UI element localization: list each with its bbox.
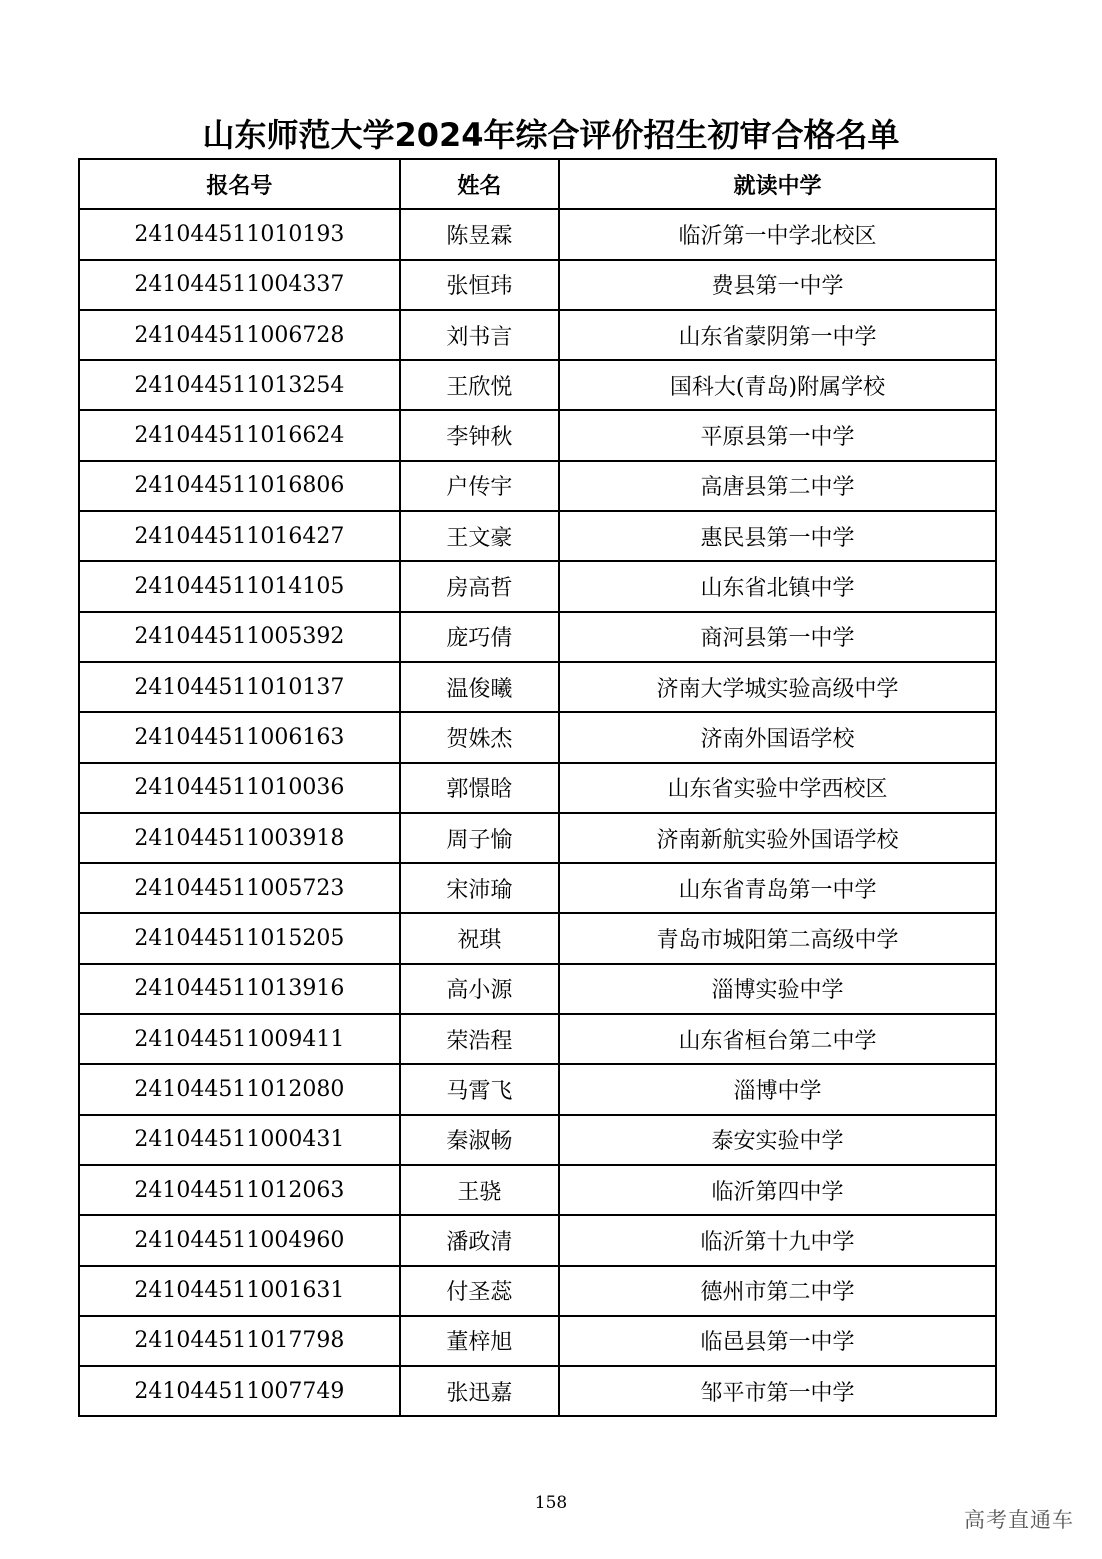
- table-row: [79, 712, 996, 762]
- cell-registration-number: 241044511014105: [79, 561, 400, 611]
- cell-registration-number: 241044511010036: [79, 763, 400, 813]
- cell-school: 商河县第一中学: [559, 612, 996, 662]
- cell-school: 淄博中学: [559, 1064, 996, 1114]
- cell-school: 临沂第十九中学: [559, 1215, 996, 1265]
- table-row: [79, 813, 996, 863]
- table-row: [79, 360, 996, 410]
- header-registration-number: 报名号: [79, 159, 400, 209]
- table-header-row: [79, 159, 996, 209]
- cell-school: 临沂第一中学北校区: [559, 209, 996, 259]
- header-name: 姓名: [400, 159, 559, 209]
- cell-school: 邹平市第一中学: [559, 1366, 996, 1416]
- cell-registration-number: 241044511009411: [79, 1014, 400, 1064]
- cell-name: 张恒玮: [400, 260, 559, 310]
- table-row: [79, 964, 996, 1014]
- cell-school: 国科大(青岛)附属学校: [559, 360, 996, 410]
- watermark: 高考直通车: [964, 1508, 1074, 1532]
- table-row: [79, 612, 996, 662]
- cell-name: 刘书言: [400, 310, 559, 360]
- table-row: [79, 260, 996, 310]
- cell-registration-number: 241044511007749: [79, 1366, 400, 1416]
- cell-registration-number: 241044511016427: [79, 511, 400, 561]
- cell-registration-number: 241044511005392: [79, 612, 400, 662]
- cell-school: 青岛市城阳第二高级中学: [559, 913, 996, 963]
- cell-name: 宋沛瑜: [400, 863, 559, 913]
- table-row: [79, 461, 996, 511]
- cell-registration-number: 241044511003918: [79, 813, 400, 863]
- cell-school: 临邑县第一中学: [559, 1316, 996, 1366]
- cell-name: 张迅嘉: [400, 1366, 559, 1416]
- cell-registration-number: 241044511006728: [79, 310, 400, 360]
- table-row: [79, 410, 996, 460]
- cell-name: 马霄飞: [400, 1064, 559, 1114]
- table-row: [79, 662, 996, 712]
- page-title: 山东师范大学2024年综合评价招生初审合格名单: [202, 116, 900, 154]
- cell-name: 王欣悦: [400, 360, 559, 410]
- table-row: [79, 511, 996, 561]
- cell-name: 李钟秋: [400, 410, 559, 460]
- cell-name: 高小源: [400, 964, 559, 1014]
- table-body: [79, 209, 996, 1416]
- roster-table: [78, 158, 997, 1417]
- cell-registration-number: 241044511010137: [79, 662, 400, 712]
- cell-school: 泰安实验中学: [559, 1115, 996, 1165]
- cell-name: 付圣蕊: [400, 1266, 559, 1316]
- cell-name: 董梓旭: [400, 1316, 559, 1366]
- cell-name: 贺姝杰: [400, 712, 559, 762]
- page-number: 158: [534, 1493, 568, 1513]
- cell-registration-number: 241044511010193: [79, 209, 400, 259]
- cell-school: 济南外国语学校: [559, 712, 996, 762]
- cell-registration-number: 241044511015205: [79, 913, 400, 963]
- table-row: [79, 1014, 996, 1064]
- cell-school: 惠民县第一中学: [559, 511, 996, 561]
- table-row: [79, 1215, 996, 1265]
- cell-registration-number: 241044511017798: [79, 1316, 400, 1366]
- cell-school: 淄博实验中学: [559, 964, 996, 1014]
- cell-school: 临沂第四中学: [559, 1165, 996, 1215]
- cell-school: 山东省青岛第一中学: [559, 863, 996, 913]
- cell-school: 济南大学城实验高级中学: [559, 662, 996, 712]
- cell-name: 潘政清: [400, 1215, 559, 1265]
- cell-registration-number: 241044511016624: [79, 410, 400, 460]
- table-row: [79, 1366, 996, 1416]
- cell-school: 山东省蒙阴第一中学: [559, 310, 996, 360]
- table-row: [79, 1266, 996, 1316]
- table-row: [79, 1064, 996, 1114]
- header-school: 就读中学: [559, 159, 996, 209]
- cell-school: 德州市第二中学: [559, 1266, 996, 1316]
- cell-school: 山东省实验中学西校区: [559, 763, 996, 813]
- table-row: [79, 763, 996, 813]
- cell-name: 荣浩程: [400, 1014, 559, 1064]
- table-row: [79, 1165, 996, 1215]
- cell-name: 郭憬晗: [400, 763, 559, 813]
- cell-school: 山东省北镇中学: [559, 561, 996, 611]
- cell-school: 山东省桓台第二中学: [559, 1014, 996, 1064]
- cell-registration-number: 241044511013916: [79, 964, 400, 1014]
- cell-name: 温俊曦: [400, 662, 559, 712]
- table-row: [79, 310, 996, 360]
- cell-registration-number: 241044511001631: [79, 1266, 400, 1316]
- cell-registration-number: 241044511012080: [79, 1064, 400, 1114]
- cell-registration-number: 241044511016806: [79, 461, 400, 511]
- cell-registration-number: 241044511013254: [79, 360, 400, 410]
- cell-name: 房高哲: [400, 561, 559, 611]
- cell-name: 王骁: [400, 1165, 559, 1215]
- cell-name: 周子愉: [400, 813, 559, 863]
- cell-registration-number: 241044511012063: [79, 1165, 400, 1215]
- table-row: [79, 1316, 996, 1366]
- cell-name: 庞巧倩: [400, 612, 559, 662]
- cell-registration-number: 241044511006163: [79, 712, 400, 762]
- cell-school: 平原县第一中学: [559, 410, 996, 460]
- cell-registration-number: 241044511005723: [79, 863, 400, 913]
- cell-school: 高唐县第二中学: [559, 461, 996, 511]
- table-row: [79, 209, 996, 259]
- cell-name: 祝琪: [400, 913, 559, 963]
- table-row: [79, 863, 996, 913]
- table-row: [79, 913, 996, 963]
- cell-registration-number: 241044511004337: [79, 260, 400, 310]
- cell-name: 陈昱霖: [400, 209, 559, 259]
- cell-school: 费县第一中学: [559, 260, 996, 310]
- cell-name: 王文豪: [400, 511, 559, 561]
- cell-name: 秦淑畅: [400, 1115, 559, 1165]
- cell-name: 户传宇: [400, 461, 559, 511]
- cell-registration-number: 241044511004960: [79, 1215, 400, 1265]
- table-row: [79, 561, 996, 611]
- cell-school: 济南新航实验外国语学校: [559, 813, 996, 863]
- table-row: [79, 1115, 996, 1165]
- cell-registration-number: 241044511000431: [79, 1115, 400, 1165]
